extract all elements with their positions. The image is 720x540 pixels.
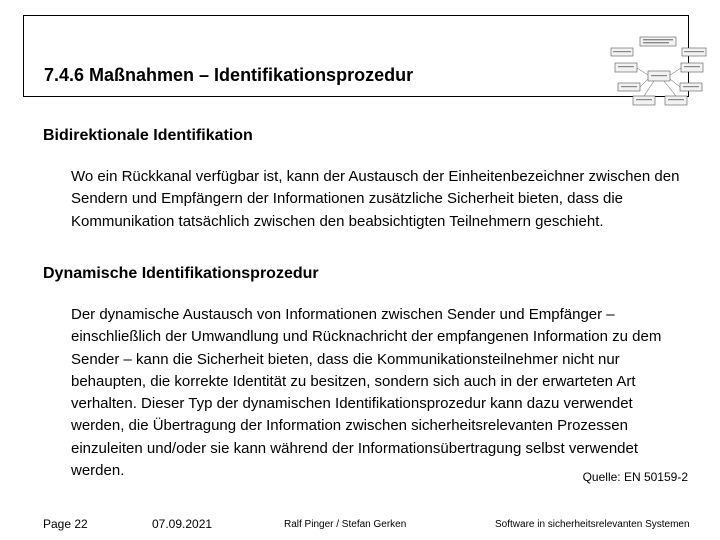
footer-course: Software in sicherheitsrelevanten Systemen [495, 519, 690, 530]
diagram-node [681, 63, 703, 72]
title-box [23, 15, 689, 97]
section-heading: Bidirektionale Identifikation [43, 127, 253, 144]
section-paragraph: Der dynamische Austausch von Informationen zwischen Sender und Empfänger – einschließlich der Umwandlung und Rücknachricht der empfangenen Information zu dem Sender – kann die Sicherheit bieten, dass die Kommunikationsteilnehmer nicht nur behaupten, die korrekte Identität zu besitzen, sondern sich auch in der erwarteten Art verhalten. Dieser Typ der dynamischen Identifikationsprozedur kann dazu verwendet werden, die Übertragung der Information zwischen sicherheitsrelevanten Prozessen einzuleiten und/oder sie kann während der Informationsübertragung selbst verwendet werden. [71, 306, 662, 480]
diagram-node [633, 96, 655, 105]
section-heading: Dynamische Identifikationsprozedur [43, 265, 319, 282]
footer-authors: Ralf Pinger / Stefan Gerken [284, 519, 407, 530]
footer-date: 07.09.2021 [152, 517, 213, 531]
source-citation: Quelle: EN 50159-2 [582, 470, 688, 484]
overview-diagram-thumbnail [610, 36, 708, 108]
section-paragraph: Wo ein Rückkanal verfügbar ist, kann der Austausch der Einheitenbezeichner zwischen den Sendern und Empfängern der Informationen zusätzliche Sicherheit bieten, dass die Kommunikation tatsächlich zwischen den beabsichtigten Teilnehmern geschieht. [71, 168, 680, 230]
slide-title: 7.4.6 Maßnahmen – Identifikationsprozedur [44, 65, 414, 85]
footer-page-number: Page 22 [43, 517, 88, 531]
diagram-node [640, 37, 676, 46]
diagram-node [665, 96, 687, 105]
diagram-node [615, 63, 637, 72]
